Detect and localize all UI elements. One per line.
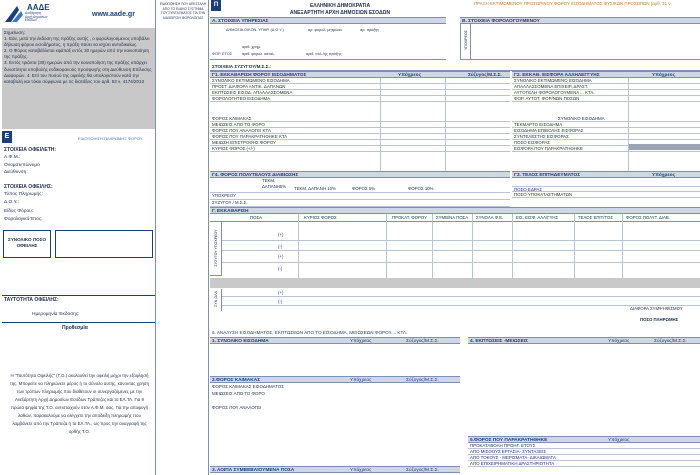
s6-block2-rows (210, 383, 460, 411)
notes-title: Σημείωση: (4, 30, 25, 35)
g2-table (512, 78, 700, 152)
note-1: 1. Εάν, μετά την έκδοση της πράξης αυτής , ο φορολογούμενος υποβάλει δήλωση φόρου εισοδήματος, η πράξη παύει να ισχύει αυτοδικαίως. (4, 36, 150, 48)
s6-block3-col2: Σύζυγος/Μ.Σ.Σ. (406, 468, 439, 473)
amount-label: αριθ. χρηµ. (242, 45, 261, 49)
d-col-main-tax: ΚΥΡΙΟΣ ΦΟΡΟΣ (304, 215, 337, 220)
debtor-address: Διεύθυνση: (4, 170, 28, 175)
deadline-label: Προθεσμία (62, 325, 88, 331)
g2-row-0: ΣΥΝΟΛΙΚΟ ΕΚΤΙΜΩΜΕΝΟ ΕΙΣΟΔΗΜΑ (512, 78, 700, 84)
g2-row-3: ΦΟΡ. ΑΥΤΟΤ. ΦΟΡ/ΝΩΝ ΠΟΣΩΝ (512, 96, 700, 102)
form-letter-box: Π (211, 0, 221, 11)
s6-block3-header (210, 466, 460, 473)
d-vline-7 (622, 214, 623, 278)
tax-year-label: ΦΟΡ. ΕΤΟΣ (212, 52, 233, 56)
d-hline-2 (222, 250, 700, 251)
debtor-heading: ΣΤΟΙΧΕΙΑ ΟΦΕΙΛΕΤΗ: (4, 147, 57, 153)
d-hline-1 (222, 240, 700, 241)
total-amount-label: ΣΥΝΟΛΙΚΟ ΠΟΣΟ ΟΦΕΙΛΗΣ (7, 237, 47, 248)
note-2: 2. Ο Φόρος καταβάλλεται εφάπαξ εντός 30 ημερών από την κοινοποίηση της πράξης. (4, 48, 149, 60)
g4-hline-2 (210, 199, 510, 200)
s6-block5-row-1: ΑΠΟ ΜΙΣΘΟΥΣ ΕΡΓΑΣΙΑ- ΣΥΝΤΑΞΕΙΣ (468, 449, 700, 455)
debt-type: Τύπος Πληρωμής: (4, 192, 43, 197)
section-b-header: Β. ΣΤΟΙΧΕΙΑ ΦΟΡΟΛΟΓΟΥΜΕΝΟΥ (460, 17, 700, 24)
spouse-label: ΣΤΟΙΧΕΙΑ ΣΥΖΥΓΟΥ/Μ.Σ.Σ.: (212, 64, 272, 69)
related-act-label: αριθ. σύλ./ης πράξης (306, 52, 342, 56)
d-side-label-2: ΣΥΝ ΟΛΑ (214, 291, 218, 307)
g2-row-2: ΑΥΤΟΤΕΛΗ ΦΟΡΟΛΟΓΟΥΜΕΝΑ ... ΚΤΛ. (512, 90, 700, 96)
s6-block2-row-2 (212, 397, 460, 404)
d-col-luxury: ΦΟΡΟΣ ΠΟΛΥΤ. ΔΙΑΒ. (626, 215, 670, 220)
identity-divider (2, 295, 155, 296)
d-vline-1 (298, 214, 299, 278)
section-a-header: Α. ΣΤΟΙΧΕΙΑ ΥΠΗΡΕΣΙΑΣ (210, 17, 446, 24)
section-g4-header: Γ4. ΦΟΡΟΣ ΠΟΛΥΤΕΛΟΥΣ ΔΙΑΒΙΩΣΗΣ (210, 171, 510, 178)
g4-row-spouse: ΣΥΖΥΓΟΥ / Μ.Σ.Σ. (212, 200, 248, 205)
footer-note: Η "Ταυτότητα Οφειλής" (Τ.Ο.) ακολουθεί την οφειλή μέχρι την εξόφλησή της. Μπορείτε να πληρώνετε μέρος ή το σύνολο αυτής, κάνοντας χρήση των τρόπων πληρωμής που διαθέτουν οι συνεργαζόμενες με την Ανεξάρτητη Αρχή Δημοσίων Εσόδων Τράπεζες και τα ΕΛ.ΤΑ. Για 9 πρώτα ψηφία της Τ.Ο. αντιστοιχούν στον Α.Φ.Μ. σας. Για την αποφυγή λαθών, παρακαλούμε να ελέγχετε την αποδείξη πληρωμής που λαμβάνετε από την Τράπεζα ή τα ΕΛ.ΤΑ., ως προς την αναγραφή της ορθής Τ.Ο. (9, 373, 150, 434)
g1-row-5: ΦΟΡΟΣ ΚΛΙΜΑΚΑΣ (210, 116, 510, 122)
d-vline-5 (512, 214, 513, 278)
issue-date-label: Ημερομηνία Έκδοσης: (32, 312, 80, 317)
doy-label: ΔΗΜΟΣΙΑ ΟΙΚΟΝ. ΥΠΗΡ. (Δ.Ο.Υ.) (226, 28, 284, 32)
g1-row-8: ΦΟΡΟΣ ΠΟΥ ΠΑΡΑΚΡΑΤΗΘΗΚΕ ΚΤΛ (210, 134, 510, 140)
afm-label: αρ. φορολ. μητρώου (308, 28, 343, 32)
s6-block1-col2: Σύζυγος/Μ.Σ.Σ. (406, 339, 439, 344)
sign-minus-2: (-) (278, 266, 283, 271)
sign-plus-1: (+) (278, 232, 284, 237)
sign-plus-3: (+) (278, 290, 284, 295)
receipt-title: ΕΙΔΟΠΟΙΗΣΗ ΠΛΗΡΩΜΗΣ ΦΟΡΟΥ (78, 136, 143, 141)
d-vline-4 (472, 214, 473, 278)
section-g1-title: Γ1. ΕΚΚΑΘΑΡΙΣΗ ΦΟΡΟΥ ΕΙΣΟΔΗΜΑΤΟΣ (212, 73, 307, 78)
aade-logo (3, 2, 50, 26)
act-number-label: αρ. πράξης (360, 28, 380, 32)
s6-block3-col1: Υπόχρεος (350, 468, 372, 473)
debtor-afm: Α.Φ.Μ.: (4, 155, 21, 160)
section-6-title: 6. ΑΝΑΛΥΣΗ ΕΙΣΟΔΗΜΑΤΟΣ, ΕΚΠΤΩΣΕΩΝ ΑΠΟ ΤΟ ΕΙΣΟΔΗΜΑ, ΜΕΙΩΣΕΩΝ ΦΟΡΟΥ.... ΚΤΛ. (212, 330, 408, 335)
section-g3-title: Γ3. ΤΕΛΟΣ ΕΠΙΤΗΔΕΥΜΑΤΟΣ (514, 173, 581, 178)
d-col-totals: ΣΥΝΟΛΑ Φ.Ε. (476, 215, 504, 220)
s6-block5-row-2: ΑΠΟ ΤΟΚΟΥΣ - ΜΕΡΙΣΜΑΤΑ- ΔΙΚΑΙΩΜΑΤΑ (468, 455, 700, 461)
s6-block2-row-3: ΦΟΡΟΣ ΠΟΥ ΑΝΑΛΟΓΕΙ (212, 405, 262, 410)
stamp-text: ΕΙΔΟΠΟΙΗΣΗ ΠΟΥ ΑΠΕΣΤΑΛΗ ΑΠΟ ΤΟ ΕΙΔΙΚΟ ΣΥΣΤΗΜΑ ΤΟΥ ΣΥΝΤΑΓΜΑΤΟΣ ΓΙΑ ΤΗΝ ΔΙΑΧΕΙΡΙΣΗ ΦΟΡΟΛΟΓΙΑΣ (159, 2, 207, 20)
sign-minus-3: (-) (278, 299, 283, 304)
s6-block1-header (210, 337, 460, 344)
g4-col-a: ΤΕΚΜ. ΔΑΠΑΝΗ5% (262, 178, 287, 189)
s6-block1-col1: Υπόχρεος (350, 339, 372, 344)
s6-block5-col1: Υπόχρεος (608, 438, 630, 443)
left-panel (0, 0, 156, 475)
g1-vline-2 (445, 78, 446, 172)
offset-difference-label: ΔΙΑΦΟΡΑ ΣΥΜΨΗΦΙΣΜΟΥ (630, 306, 683, 311)
obliged-side-label: ΥΠΟΧΡΕΟΣ (464, 30, 468, 50)
g4-col-d: ΦΟΡΟΣ 10% (408, 186, 434, 191)
g1-row-6: ΜΕΙΩΣΕΙΣ ΑΠΟ ΤΟ ΦΟΡΟ (210, 122, 510, 128)
d-hline-3 (222, 262, 700, 263)
g2-row-5: ΣΥΝΟΛΙΚΟ ΕΙΣΟΔΗΜΑ (512, 116, 700, 122)
stamp-column (157, 0, 209, 475)
d-col-solidarity: ΕΙΣ. ΕΙΣΦ. ΑΛΛ/ΓΥΗΣ (516, 215, 559, 220)
g1-row-7: ΦΟΡΟΣ ΠΟΥ ΑΝΑΛΟΓΕΙ ΚΤΛ (210, 128, 510, 134)
g2-col-obliged: Υπόχρεος (652, 73, 676, 78)
g3-col-obliged: Υπόχρεος (652, 173, 676, 178)
payment-amount-label: ΠΟΣΟ ΠΛΗΡΩΜΗΣ (640, 317, 679, 322)
g1-row-2: ΕΚΠΤΩΣΕΙΣ ΕΙΣΟΔ. ΑΠΑΛΛΑΣΣΟΜΕΝΑ (210, 90, 510, 96)
d-col-headers (210, 214, 700, 222)
d-side-label-1: ΣΥΖΥΓΟΥ ΥΠΟΧΡΕΟΥ (214, 229, 218, 267)
d-col-business-fee: ΤΕΛΟΣ ΕΠΙΤ/ΤΟΣ (578, 215, 613, 220)
s6-block3-title: 3. ΛΟΙΠΑ ΣΥΜΒΕΒΑΙΟΥΜΕΝΑ ΠΟΣΑ (212, 468, 295, 473)
g1-row-3: ΦΟΡΟΛΟΓΗΤΕΟ ΕΙΣΟΔΗΜΑ (210, 96, 510, 102)
s6-block5-rows (468, 443, 700, 467)
d-vline-2 (386, 214, 387, 278)
g4-col-b: ΤΕΚΜ. ΔΑΠΑΝΗ 10% (294, 186, 336, 191)
g2-row-7: ΕΙΣΟΔΗΜΑ ΕΠΙΒΟΛΗΣ ΕΙΣΦΟΡΑΣ (512, 128, 700, 134)
g1-row-9: ΜΕΙΩΣΗ ΕΠΙΣΤΡΟΦΗΣ ΦΟΡΟΥ (210, 140, 510, 146)
g1-row-10: ΚΥΡΙΟΣ ΦΟΡΟΣ (+/-) (210, 146, 510, 152)
g3-row-0: ΠΟΣΟ ΕΔΡΑΣ (512, 186, 700, 192)
total-amount-value-box (55, 230, 153, 258)
d-col-amounts: ΠΟΣΑ (250, 215, 262, 220)
section-g2-header (512, 71, 700, 78)
g3-row-1: ΠΟΣΟ ΥΠΟΚΑΤΑΣΤΗΜΑΤΩΝ (512, 192, 700, 198)
receipt-letter-box: Ε (2, 131, 12, 143)
sign-minus-1: (-) (278, 244, 283, 249)
g2-row-10: ΕΙΣΦΟΡΑ ΠΟΥ ΠΑΡΑΚΡΑΤΗΘΗΚΕ (512, 146, 700, 152)
g3-table (512, 186, 700, 198)
g2-row-1: ΑΠΑΛΛΑΣΣΟΜΕΝΑ ΕΠΙΧΕΙΡ.,ΔΡΑΣΤ. (512, 84, 700, 90)
d-col-prepay: ΠΡΟΚΑΤ. ΦΟΡΟΥ (392, 215, 427, 220)
d-divider-bar (210, 278, 700, 288)
identity-label: ΤΑΥΤΟΤΗΤΑ ΟΦΕΙΛΗΣ: (4, 297, 59, 303)
g2-row-6: ΤΕΚΜΑΡΤΟ ΕΙΣΟΔΗΜΑ (512, 122, 700, 128)
s6-block5-header (468, 436, 700, 443)
g1-col-obliged: Υπόχρεος (398, 73, 422, 78)
d-hline-4 (222, 296, 700, 297)
section-g3-header (512, 171, 700, 178)
g1-table (210, 78, 510, 152)
form-title: ΠΡΑΞΗ ΕΚΤΙΜΩΜΕΝΟΥ ΠΡΟΣΩΡΙΝΟΥ ΦΟΡΟΥ ΕΙΣΟΔΗΜΑΤΟΣ ΦΥΣΙΚΩΝ ΠΡΟΣΩΠΩΝ (αρθ. 31 ν. (474, 1, 672, 6)
s6-block5-title: 5.ΦΟΡΟΣ ΠΟΥ ΠΑΡΑΚΡΑΤΗΘΗΚΕ (470, 438, 548, 443)
g4-row-obliged: ΥΠΟΧΡΕΟΥ (212, 193, 236, 198)
g1-row-0: ΣΥΝΟΛΙΚΟ ΕΚΤΙΜΩΜΕΝΟ ΕΙΣΟΔΗΜΑ (210, 78, 510, 84)
g2-vline (628, 78, 629, 172)
section-g1-header (210, 71, 510, 78)
s6-block4-header (468, 337, 700, 344)
section-d-header: Γ. ΕΚΚΑΘΑΡΙΣΗ (210, 207, 700, 214)
notes-box (2, 28, 155, 129)
s6-block2-row-1: ΜΕΙΩΣΕΙΣ ΑΠΟ ΤΟ ΦΟΡΟ (212, 391, 265, 396)
s6-block5-row-0: ΠΡΟΚΑΤΑΒΟΛΗ ΠΡΟΗΓ. ΕΤΟΥΣ (468, 443, 700, 449)
d-col-settled: ΣΥΜΒ/ΝΑ ΠΟΣΑ (436, 215, 469, 220)
s6-block4-title: 4. ΕΚΠΤΩΣΕΙΣ -ΜΕΙΩΣΕΙΣ (470, 339, 529, 344)
d-vline-6 (574, 214, 575, 278)
section-a-body (210, 24, 446, 60)
g2-shaded-cell (628, 144, 700, 150)
g1-vline-1 (380, 78, 381, 172)
s6-block4-col1: Υπόχρεος (608, 339, 630, 344)
section-g2-title: Γ2. ΕΚΚΑΘ. ΕΙΣΦΟΡΑ ΑΛΛΗΛΕΓΓΥΗΣ (514, 73, 600, 78)
logo-text: ΑΑΔΕ (27, 3, 50, 12)
debt-heading: ΣΤΟΙΧΕΙΑ ΟΦΕΙΛΗΣ: (4, 184, 53, 190)
s6-block1-title: 1. ΣΥΝΟΛΙΚΟ ΕΙΣΟΔΗΜΑ (212, 339, 269, 344)
d-hline-5 (222, 305, 700, 306)
d-body (222, 222, 700, 292)
g1-row-4 (210, 102, 510, 116)
s6-block2-title: 2.ΦΟΡΟΣ ΚΛΙΜΑΚΑΣ (212, 378, 261, 383)
s6-block2-col1: Υπόχρεος (350, 378, 372, 383)
debt-year: Φορολογικό Έτος: (4, 217, 43, 222)
g2-row-9: ΠΟΣΟ ΕΙΣΦΟΡΑΣ (512, 140, 700, 146)
tax-list-label: αριθ. φορολ. καταλ. (242, 52, 275, 56)
d-vline-3 (432, 214, 433, 278)
sign-plus-2: (+) (278, 254, 284, 259)
deadline-divider (2, 322, 155, 323)
g4-col-c: ΦΟΡΟΣ 5% (352, 186, 376, 191)
s6-block2-col2: Σύζυγος/Μ.Σ.Σ. (406, 378, 439, 383)
g1-col-spouse: Σύζυγος/Μ.Σ.Σ. (468, 73, 502, 78)
s6-block2-row-0: ΦΟΡΟΣ ΚΛΙΜΑΚΑΣ ΕΙΣΟΔΗΜΑΤΟΣ (212, 384, 284, 389)
g4-hline-1 (210, 192, 510, 193)
debt-doy: Δ.Ο.Υ.: (4, 200, 19, 205)
logo-subtitle: Ανεξάρτητη Αρχή Δημοσίων Εσόδων (25, 11, 48, 23)
country-title: ΕΛΛΗΝΙΚΗ ΔΗΜΟΚΡΑΤΙΑ (309, 3, 371, 9)
section-b-body (460, 24, 700, 60)
g4-table (210, 178, 510, 208)
s6-block2-header (210, 376, 460, 383)
g2-row-4 (512, 102, 700, 116)
website-link[interactable]: www.aade.gr (92, 11, 135, 18)
debt-tax-type: Είδος Φόρου: (4, 209, 34, 214)
main-form (210, 0, 700, 475)
g1-row-1: ΠΡΟΣΤ. ΔΙΑΦΟΡΑ ΑΝΤΙΚ. ΔΑΠΑΝΩΝ (210, 84, 510, 90)
g2-row-8: ΣΥΝΤΕΛΕΣΤΗΣ ΕΙΣΦΟΡΑΣ (512, 134, 700, 140)
s6-block5-row-3: ΑΠΟ ΕΠΙΧΕΙΡΗΜΑΤΙΚΗ ΔΡΑΣΤΗΡΙΟΤΗΤΑ (468, 461, 700, 467)
note-3: 3. Εντός τριάντα (30) ημερών από την κοινοποίηση της πράξης υπάρχει δυνατότητα υποβολής ενδικοφανούς προσφυγής στη Διεύθυνση Επίλυσης Διαφορών. 4. Επί του ποσού της οφειλής θα υπολογιστούν κατά την καταβολή και τόκοι σύμφωνα με τις διατάξεις του αρθ. 53 ν. 4174/2013 (4, 60, 152, 84)
s6-block4-col2: Σύζυγος/Μ.Σ.Σ. (654, 339, 687, 344)
debtor-name: Ονοματεπώνυμο (4, 163, 40, 168)
authority-title: ΑΝΕΞΑΡΤΗΤΗ ΑΡΧΗ ΔΗΜΟΣΙΩΝ ΕΣΟΔΩΝ (289, 10, 391, 16)
